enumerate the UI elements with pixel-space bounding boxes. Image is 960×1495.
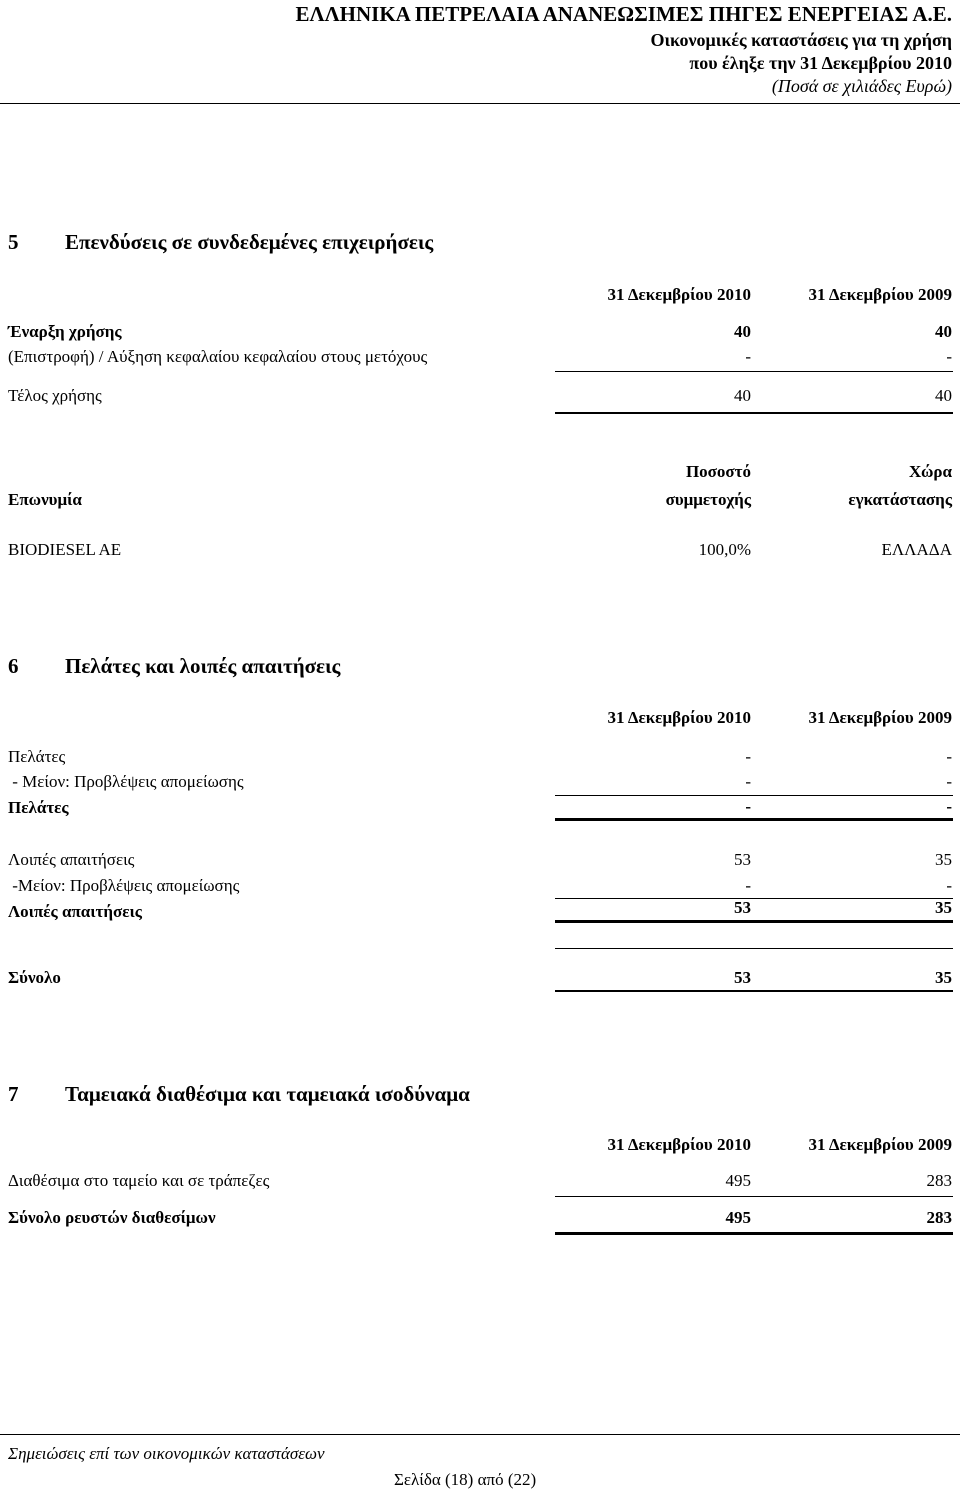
row-value-2009: 40 <box>935 322 952 341</box>
row-value-2009: 40 <box>935 386 952 405</box>
row-value-2010: 495 <box>725 1208 751 1227</box>
col-header-2009: 31 Δεκεμβρίου 2009 <box>808 708 952 727</box>
row-label: Έναρξη χρήσης <box>8 322 122 341</box>
note6-title: Πελάτες και λοιπές απαιτήσεις <box>65 654 341 678</box>
header-country-line1: Χώρα <box>909 462 952 481</box>
page-number: Σελίδα (18) από (22) <box>394 1470 537 1489</box>
total-rule <box>555 990 953 992</box>
col-header-2010: 31 Δεκεμβρίου 2010 <box>607 708 751 727</box>
row-label: -Μείον: Προβλέψεις απομείωσης <box>8 876 240 895</box>
row-value-2010: 40 <box>734 386 751 405</box>
period-end: που έληξε την 31 Δεκεμβρίου 2010 <box>689 53 952 73</box>
company-row-pct: 100,0% <box>698 540 751 559</box>
header-name: Επωνυμία <box>8 490 82 509</box>
row-label: Πελάτες <box>8 798 69 817</box>
row-label: Λοιπές απαιτήσεις <box>8 902 142 921</box>
row-value-2009: - <box>946 797 952 816</box>
row-label: Τέλος χρήσης <box>8 386 102 405</box>
row-value-2010: 53 <box>734 898 751 917</box>
company-row-name: BIODIESEL AE <box>8 540 122 559</box>
row-value-2010: - <box>745 876 751 895</box>
col-header-2010: 31 Δεκεμβρίου 2010 <box>607 285 751 304</box>
row-value-2010: - <box>745 797 751 816</box>
row-value-2009: - <box>946 772 952 791</box>
subtotal-rule <box>555 795 953 796</box>
row-label: Λοιπές απαιτήσεις <box>8 850 135 869</box>
row-value-2010: 53 <box>734 968 751 987</box>
footer-notes: Σημειώσεις επί των οικονομικών καταστάσεων <box>8 1444 325 1463</box>
company-name: ΕΛΛΗΝΙΚΑ ΠΕΤΡΕΛΑΙΑ ΑΝΑΝΕΩΣΙΜΕΣ ΠΗΓΕΣ ΕΝΕΡΓΕΙΑΣ Α.Ε. <box>295 2 952 26</box>
header-divider <box>0 103 960 104</box>
row-value-2009: 283 <box>926 1171 952 1190</box>
row-label: Διαθέσιμα στο ταμείο και σε τράπεζες <box>8 1171 270 1190</box>
subtotal-rule <box>555 1196 953 1197</box>
row-value-2010: 495 <box>725 1171 751 1190</box>
row-value-2009: - <box>946 347 952 366</box>
note7-number: 7 <box>8 1082 19 1106</box>
subtotal-rule <box>555 948 953 949</box>
row-label: Σύνολο <box>8 968 61 987</box>
total-rule <box>555 818 953 821</box>
total-rule <box>555 920 953 923</box>
header-pct-line1: Ποσοστό <box>685 462 751 481</box>
total-rule <box>555 412 953 414</box>
total-rule <box>555 1232 953 1235</box>
row-label: Πελάτες <box>8 747 66 766</box>
row-value-2009: - <box>946 876 952 895</box>
row-value-2010: 40 <box>734 322 751 341</box>
note5-title: Επενδύσεις σε συνδεδεμένες επιχειρήσεις <box>65 230 434 254</box>
note6-number: 6 <box>8 654 19 678</box>
row-value-2010: - <box>745 747 751 766</box>
row-value-2009: 283 <box>926 1208 952 1227</box>
header-pct-line2: συμμετοχής <box>665 490 751 509</box>
currency-note: (Ποσά σε χιλιάδες Ευρώ) <box>771 76 952 96</box>
row-label: Σύνολο ρευστών διαθεσίμων <box>8 1208 216 1227</box>
note7-title: Ταμειακά διαθέσιμα και ταμειακά ισοδύναμα <box>65 1082 470 1106</box>
row-label: - Μείον: Προβλέψεις απομείωσης <box>8 772 244 791</box>
footer-divider <box>0 1434 960 1435</box>
header-country-line2: εγκατάστασης <box>848 490 952 509</box>
row-label: (Επιστροφή) / Αύξηση κεφαλαίου κεφαλαίου στους μετόχους <box>8 347 428 366</box>
company-row-country: ΕΛΛΑΔΑ <box>881 540 952 559</box>
row-value-2010: - <box>745 347 751 366</box>
statements-title: Οικονομικές καταστάσεις για τη χρήση <box>650 30 952 50</box>
col-header-2009: 31 Δεκεμβρίου 2009 <box>808 285 952 304</box>
row-value-2009: - <box>946 747 952 766</box>
row-value-2010: 53 <box>734 850 751 869</box>
row-value-2009: 35 <box>935 850 952 869</box>
col-header-2009: 31 Δεκεμβρίου 2009 <box>808 1135 952 1154</box>
note5-number: 5 <box>8 230 19 254</box>
row-value-2009: 35 <box>935 968 952 987</box>
row-value-2009: 35 <box>935 898 952 917</box>
row-value-2010: - <box>745 772 751 791</box>
subtotal-rule <box>555 371 953 372</box>
col-header-2010: 31 Δεκεμβρίου 2010 <box>607 1135 751 1154</box>
